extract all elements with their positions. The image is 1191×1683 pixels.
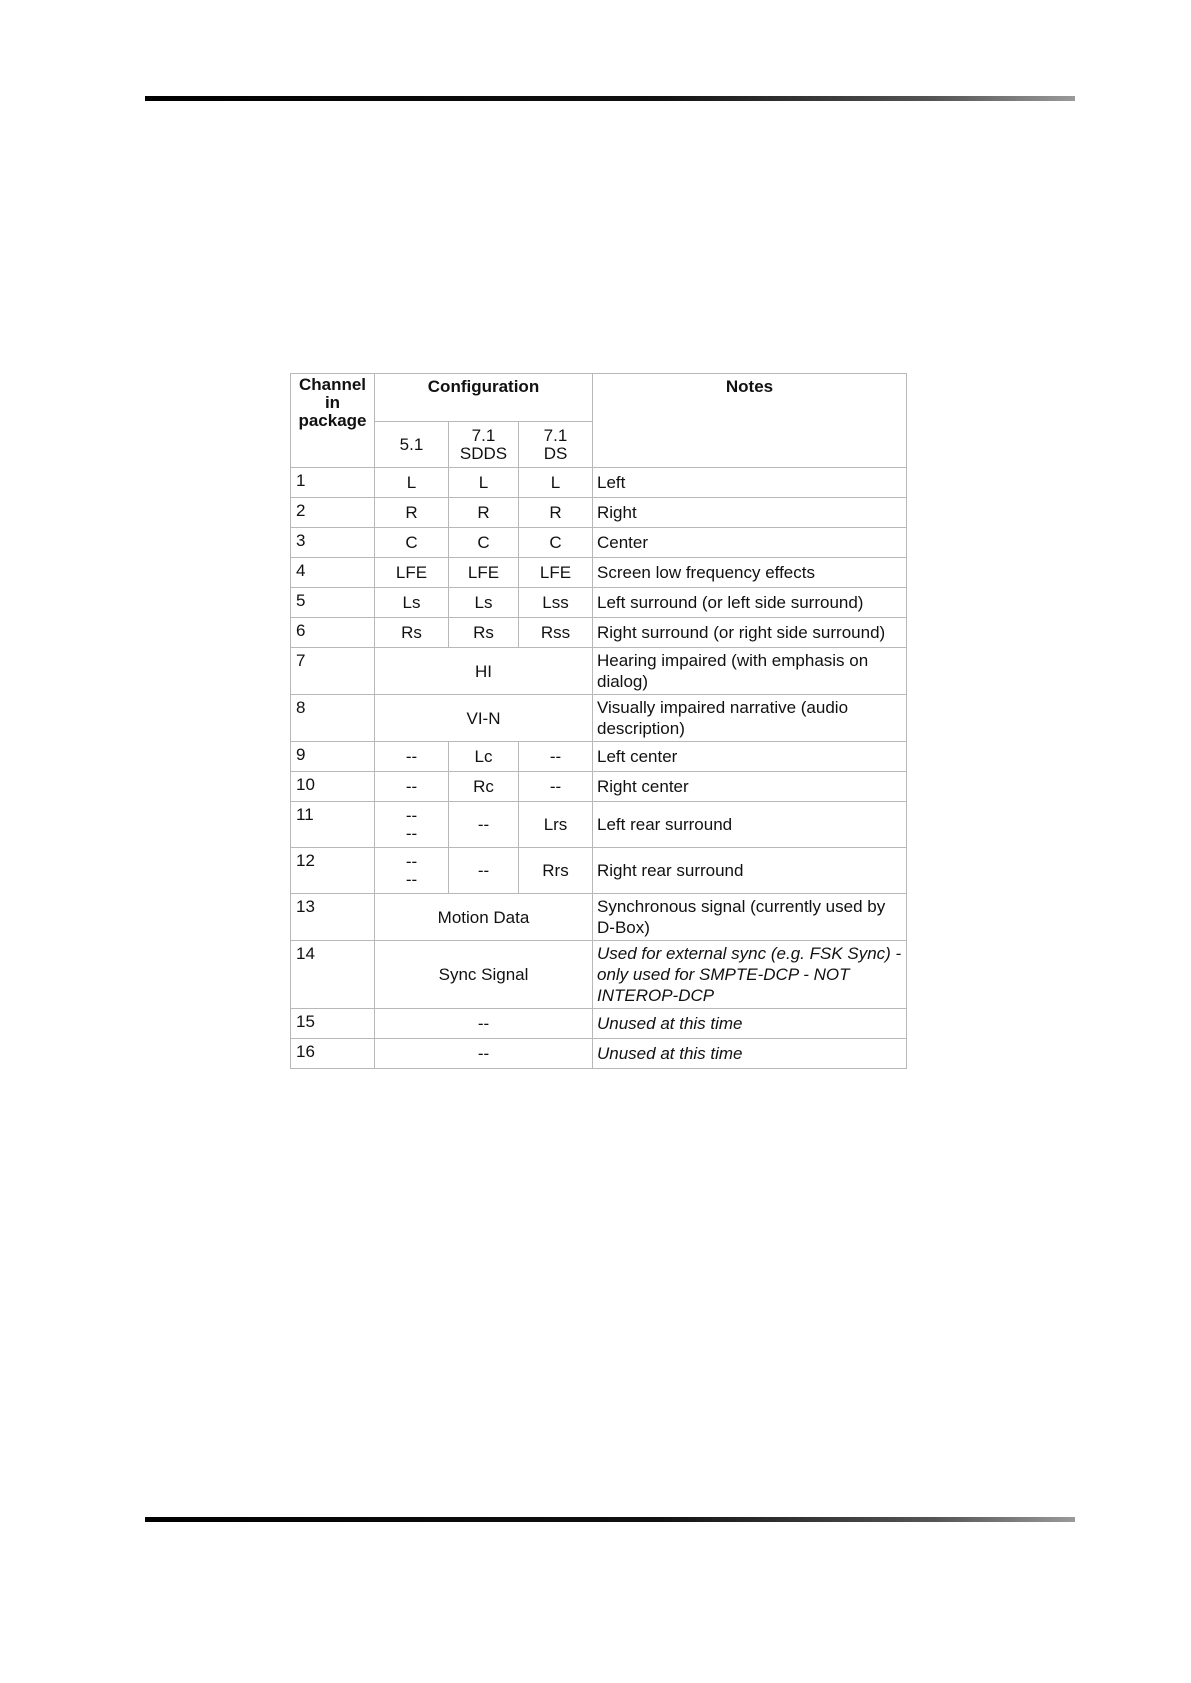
header-channel-in-package: Channel in package	[291, 374, 375, 468]
table-row	[291, 1039, 907, 1069]
config-7-1-ds: Lss	[519, 588, 593, 618]
channel-number: 8	[291, 695, 375, 742]
config-5-1: LFE	[375, 558, 449, 588]
table-row	[291, 802, 907, 848]
config-7-1-ds: --	[519, 772, 593, 802]
config-7-1-sdds: Rc	[449, 772, 519, 802]
config-5-1: C	[375, 528, 449, 558]
channel-note: Left surround (or left side surround)	[593, 588, 907, 618]
subheader-5-1: 5.1	[375, 422, 449, 468]
table-row	[291, 558, 907, 588]
channel-note: Unused at this time	[593, 1009, 907, 1039]
subheader-7-1-ds: 7.1 DS	[519, 422, 593, 468]
channel-number: 13	[291, 894, 375, 941]
table-row	[291, 618, 907, 648]
config-5-1: Ls	[375, 588, 449, 618]
table-row	[291, 772, 907, 802]
config-7-1-ds: L	[519, 468, 593, 498]
config-5-1: --	[375, 742, 449, 772]
channel-number: 2	[291, 498, 375, 528]
config-7-1-ds: R	[519, 498, 593, 528]
config-7-1-ds: Rss	[519, 618, 593, 648]
config-7-1-sdds: Ls	[449, 588, 519, 618]
config-5-1: --	[375, 772, 449, 802]
config-7-1-ds: Rrs	[519, 848, 593, 894]
channel-number: 11	[291, 802, 375, 848]
config-5-1: R	[375, 498, 449, 528]
channel-note: Right surround (or right side surround)	[593, 618, 907, 648]
channel-number: 1	[291, 468, 375, 498]
subheader-7-1-sdds: 7.1 SDDS	[449, 422, 519, 468]
config-all: Motion Data	[375, 894, 593, 941]
config-7-1-sdds: LFE	[449, 558, 519, 588]
channel-note: Center	[593, 528, 907, 558]
table-row	[291, 498, 907, 528]
channel-note: Screen low frequency effects	[593, 558, 907, 588]
config-7-1-sdds: L	[449, 468, 519, 498]
channel-note: Right center	[593, 772, 907, 802]
channel-number: 3	[291, 528, 375, 558]
channel-note: Left rear surround	[593, 802, 907, 848]
table-row	[291, 468, 907, 498]
config-7-1-ds: Lrs	[519, 802, 593, 848]
channel-number: 14	[291, 941, 375, 1009]
channel-note: Right	[593, 498, 907, 528]
config-all: --	[375, 1039, 593, 1069]
config-7-1-ds: LFE	[519, 558, 593, 588]
header-notes: Notes	[593, 374, 907, 468]
config-5-1: -- --	[375, 802, 449, 848]
table-row	[291, 588, 907, 618]
table-row	[291, 695, 907, 742]
channel-number: 12	[291, 848, 375, 894]
config-5-1: -- --	[375, 848, 449, 894]
config-7-1-sdds: Lc	[449, 742, 519, 772]
channel-number: 4	[291, 558, 375, 588]
channel-note: Left center	[593, 742, 907, 772]
config-7-1-ds: --	[519, 742, 593, 772]
channel-number: 16	[291, 1039, 375, 1069]
table-header-row	[291, 374, 907, 422]
config-all: VI-N	[375, 695, 593, 742]
top-rule	[145, 96, 1075, 101]
channel-note: Visually impaired narrative (audio description)	[593, 695, 907, 742]
bottom-rule	[145, 1517, 1075, 1522]
config-7-1-sdds: --	[449, 802, 519, 848]
channel-note: Used for external sync (e.g. FSK Sync) - only used for SMPTE-DCP - NOT INTEROP-DCP	[593, 941, 907, 1009]
table-row	[291, 1009, 907, 1039]
table-row	[291, 648, 907, 695]
table-row	[291, 894, 907, 941]
config-5-1: L	[375, 468, 449, 498]
table-row	[291, 742, 907, 772]
channel-number: 15	[291, 1009, 375, 1039]
table-row	[291, 941, 907, 1009]
channel-number: 10	[291, 772, 375, 802]
config-all: --	[375, 1009, 593, 1039]
config-7-1-sdds: R	[449, 498, 519, 528]
channel-number: 7	[291, 648, 375, 695]
channel-note: Right rear surround	[593, 848, 907, 894]
header-configuration: Configuration	[375, 374, 593, 422]
channel-note: Unused at this time	[593, 1039, 907, 1069]
config-all: Sync Signal	[375, 941, 593, 1009]
channel-note: Hearing impaired (with emphasis on dialog)	[593, 648, 907, 695]
channel-number: 5	[291, 588, 375, 618]
table-row	[291, 528, 907, 558]
config-all: HI	[375, 648, 593, 695]
channel-note: Left	[593, 468, 907, 498]
channel-number: 9	[291, 742, 375, 772]
channel-number: 6	[291, 618, 375, 648]
config-7-1-ds: C	[519, 528, 593, 558]
channel-note: Synchronous signal (currently used by D-Box)	[593, 894, 907, 941]
config-5-1: Rs	[375, 618, 449, 648]
channel-table	[290, 373, 907, 1069]
config-7-1-sdds: C	[449, 528, 519, 558]
table-row	[291, 848, 907, 894]
config-7-1-sdds: Rs	[449, 618, 519, 648]
config-7-1-sdds: --	[449, 848, 519, 894]
